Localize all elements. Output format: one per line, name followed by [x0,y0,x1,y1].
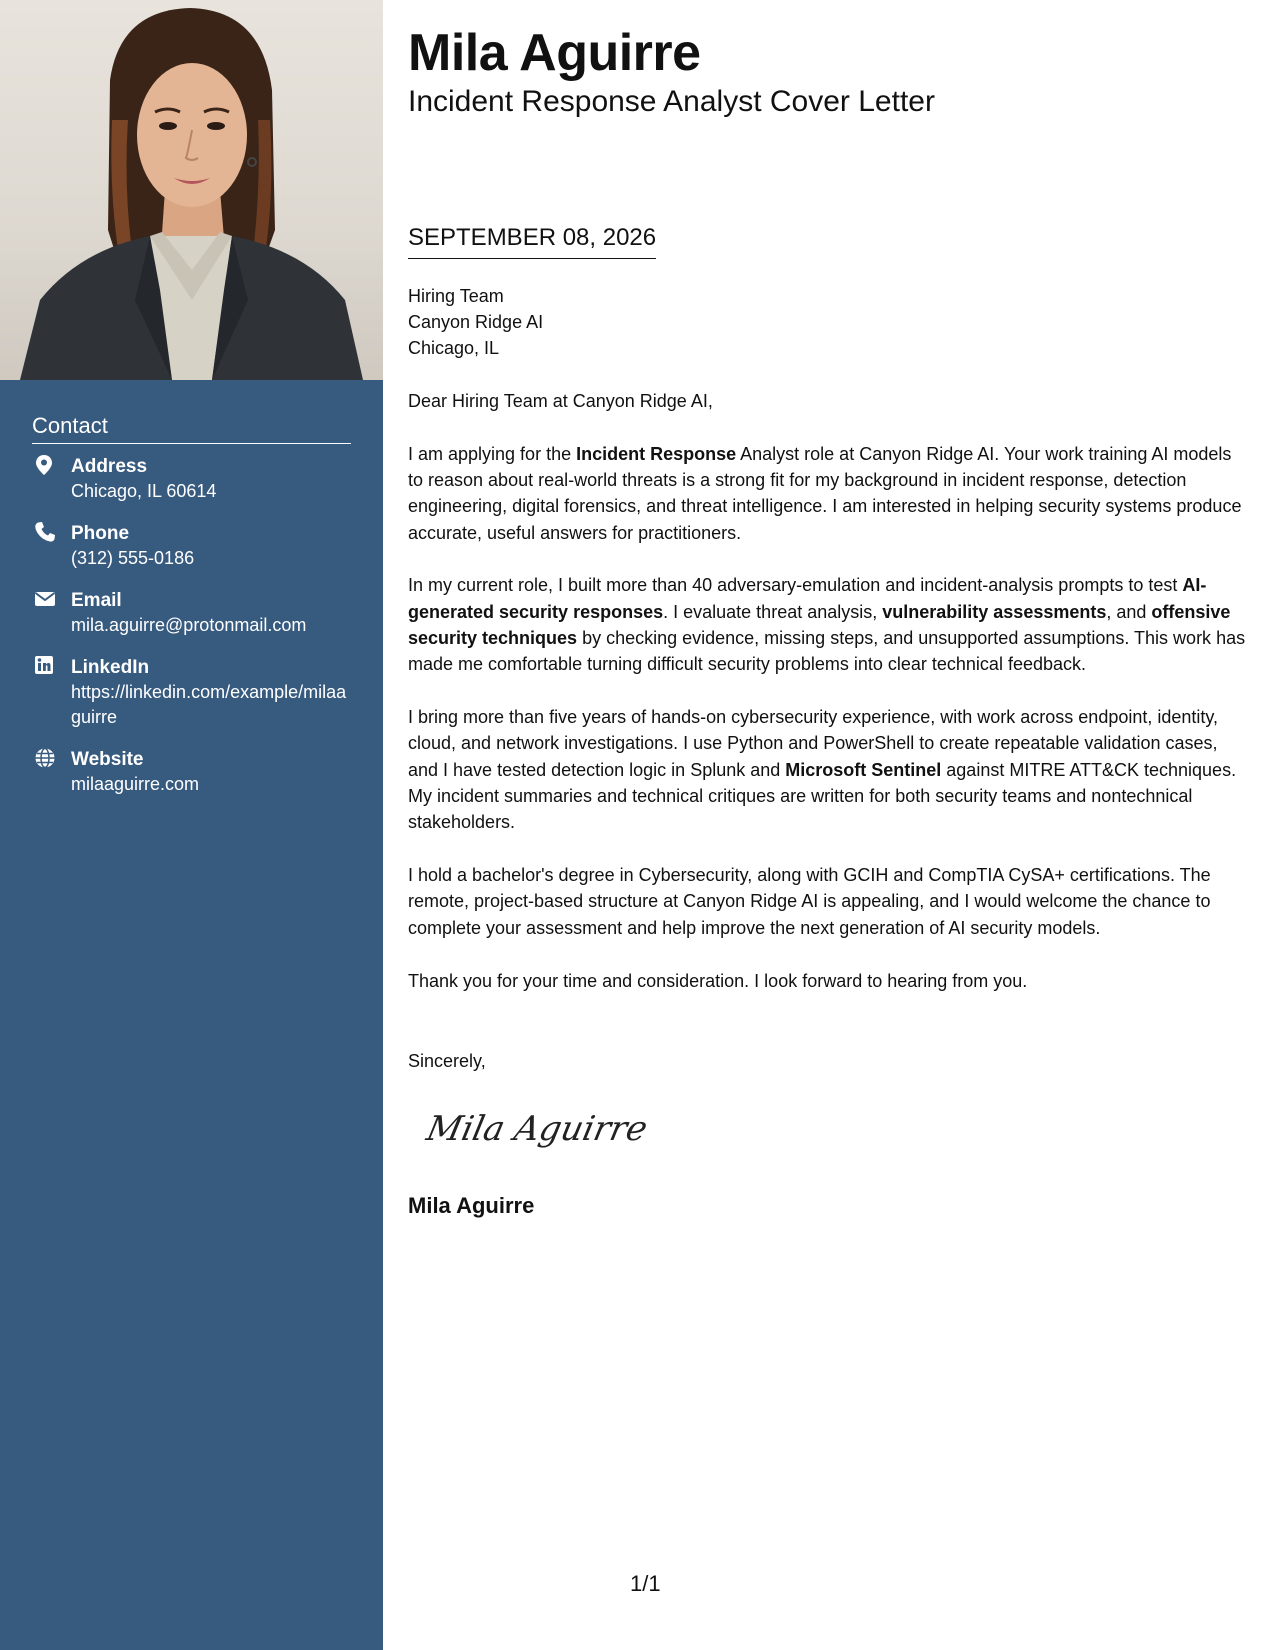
letter-date: SEPTEMBER 08, 2026 [408,222,656,259]
body-paragraph [408,704,1246,835]
linkedin-label: LinkedIn [71,657,150,678]
website-label: Website [71,749,144,770]
envelope-icon [34,588,56,610]
map-pin-icon [34,454,56,476]
contact-phone [32,521,351,571]
body-paragraph [408,572,1246,677]
sidebar [0,0,383,1650]
address-value: Chicago, IL 60614 [71,481,217,501]
bold-phrase: Microsoft Sentinel [785,759,942,780]
text-run: Thank you for your time and consideration. I look forward to hearing from you. [408,970,1028,991]
signer-name: Mila Aguirre [408,1193,535,1218]
text-run: I am applying for the [408,443,577,464]
signature [422,1098,662,1163]
recipient-line: Hiring Team [408,286,504,306]
contact-section [32,412,351,814]
contact-website [32,747,351,797]
contact-heading: Contact [32,412,351,444]
text-run: I bring more than five years of hands-on cybersecurity experience, with work across endpoint, identity, cloud, and network investigations. I use Python and PowerShell to create repeatable validation cases, and I have tested detection logic in Splunk and [408,707,1219,780]
document-subtitle: Incident Response Analyst Cover Letter [408,85,935,118]
email-label: Email [71,590,122,611]
salutation: Dear Hiring Team at Canyon Ridge AI, [408,391,713,411]
text-run: I hold a bachelor's degree in Cybersecurity, along with GCIH and CompTIA CySA+ certifications. The remote, project-based structure at Canyon Ridge AI is appealing, and I would welcome the chance to complete your assessment and help improve the next generation of AI security models. [408,865,1211,938]
text-run: . I evaluate threat analysis, [663,601,883,622]
contact-address [32,454,351,504]
bold-phrase: Incident Response [576,443,737,464]
body-paragraph [408,862,1246,941]
text-run: against MITRE ATT&CK techniques. My incident summaries and technical critiques are written for both security teams and nontechnical stakeholders. [408,759,1237,833]
recipient-line: Chicago, IL [408,338,500,358]
page-number: 1/1 [630,1571,661,1596]
bold-phrase: vulnerability assessments [882,601,1107,622]
text-run: In my current role, I built more than 40 adversary-emulation and incident-analysis prompts to test [408,575,1183,596]
recipient-block [408,283,543,361]
bold-phrase: offensive security techniques [408,601,1231,649]
letter-body [408,388,1246,1020]
recipient-line: Canyon Ridge AI [408,312,544,332]
globe-icon [34,747,56,769]
linkedin-icon [34,655,56,677]
contact-linkedin [32,655,351,730]
closing: Sincerely, [408,1051,486,1071]
address-label: Address [71,456,148,477]
body-paragraph [408,968,1246,994]
body-paragraph [408,441,1246,546]
phone-label: Phone [71,523,130,544]
body-paragraphs [408,441,1246,994]
phone-icon [34,521,56,543]
applicant-name: Mila Aguirre [408,24,701,82]
phone-value: (312) 555-0186 [71,548,195,568]
email-value[interactable]: mila.aguirre@protonmail.com [71,615,307,635]
bold-phrase: AI-generated security responses [408,575,1207,622]
svg-text:Mila Aguirre: Mila Aguirre [423,1109,651,1149]
linkedin-value[interactable]: https://linkedin.com/example/milaaguirre [71,682,347,727]
text-run: by checking evidence, missing steps, and unsupported assumptions. This work has made me comfortable turning difficult security problems into clear technical feedback. [408,628,1246,675]
website-value[interactable]: milaaguirre.com [71,774,200,794]
text-run: Analyst role at Canyon Ridge AI. Your work training AI models to reason about real-world threats is a strong fit for my background in incident response, detection engineering, digital forensics, and threat intelligence. I am interested in helping security systems produce accurate, useful answers for practitioners. [408,443,1242,543]
profile-photo [0,0,383,380]
contact-email [32,588,351,638]
text-run: , and [1106,601,1152,622]
